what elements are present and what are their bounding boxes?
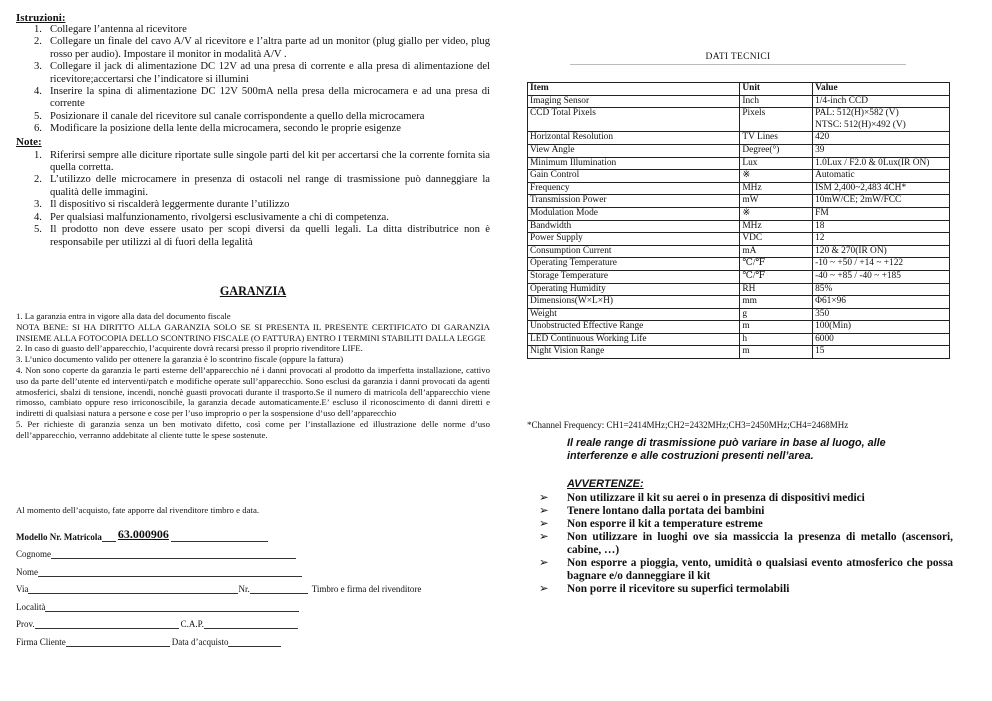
- garanzia-body: [16, 311, 490, 441]
- spec-item: Operating Humidity: [528, 283, 740, 296]
- item-text: Collegare un finale del cavo A/V al ricevitore e l’altra parte ad un monitor (plug giallo per video, plug rosso per audio). Impostare il monitor in modalità A/V .: [50, 36, 490, 60]
- istruzioni-list: [16, 24, 490, 136]
- garanzia-paragraph: 3. L’unico documento valido per ottenere la garanzia è lo scontrino fiscale (oppure la fattura): [16, 354, 344, 365]
- avvertenza-item: [537, 557, 953, 583]
- spec-row: [528, 233, 950, 246]
- spec-row: [528, 333, 950, 346]
- item-text: Riferirsi sempre alle diciture riportate sulle singole parti del kit per accertarsi che la corrente fornita sia quella corretta.: [50, 149, 490, 174]
- spec-unit: ℃/℉: [740, 270, 813, 283]
- cognome-label: Cognome: [16, 549, 51, 559]
- spec-unit: Inch: [740, 95, 813, 108]
- spec-value: 6000: [813, 333, 950, 346]
- prov-field[interactable]: [35, 618, 179, 629]
- spec-value: -10 ~ +50 / +14 ~ +122: [813, 258, 950, 271]
- istruzioni-section: [16, 12, 490, 249]
- item-number: 1.: [34, 24, 42, 35]
- spec-value: 18: [813, 220, 950, 233]
- spec-item: CCD Total Pixels: [528, 108, 740, 132]
- nome-field[interactable]: [38, 566, 302, 577]
- note-item: [16, 212, 490, 224]
- item-number: 5.: [34, 110, 42, 122]
- item-number: 3.: [34, 199, 42, 211]
- spec-unit: mm: [740, 296, 813, 309]
- spec-unit: ℃/℉: [740, 258, 813, 271]
- spec-item: Night Vision Range: [528, 346, 740, 359]
- avvertenza-item: [537, 531, 953, 557]
- data-acquisto-label: Data d’acquisto: [171, 636, 229, 647]
- spec-item: Item: [528, 83, 740, 96]
- arrow-bullet-icon: ➢: [539, 492, 549, 504]
- spec-row: [528, 308, 950, 321]
- spec-row: [528, 144, 950, 157]
- avvertenza-text: Tenere lontano dalla portata dei bambini: [567, 505, 765, 517]
- spec-header-row: [528, 83, 950, 96]
- spec-item: Bandwidth: [528, 220, 740, 233]
- note-list: [16, 150, 490, 249]
- item-text: L’utilizzo delle microcamere in presenza di ostacoli nel range di trasmissione può danneggiare la qualità delle immagini.: [50, 174, 490, 198]
- item-number: 1.: [34, 149, 42, 161]
- note-item: [16, 224, 490, 249]
- modello-label: Modello Nr. Matricola: [16, 531, 102, 542]
- avvertenza-text: Non esporre a pioggia, vento, umidità o qualsiasi evento atmosferico che possa bagnare e/o danneggiare il kit: [567, 557, 953, 582]
- spec-unit: Unit: [740, 83, 813, 96]
- spec-row: [528, 195, 950, 208]
- spec-value: 1.0Lux / F2.0 & 0Lux(IR ON): [813, 157, 950, 170]
- spec-unit: ※: [740, 207, 813, 220]
- spec-value: Automatic: [813, 170, 950, 183]
- item-text: Il prodotto non deve essere usato per scopi diversi da quelli legali. La ditta distributrice non è responsabile per utilizzi al di fuori della legalità: [50, 224, 490, 248]
- item-number: 6.: [34, 123, 42, 135]
- spec-value: Value: [813, 83, 950, 96]
- note-item: [16, 174, 490, 199]
- spec-row: [528, 157, 950, 170]
- avvertenza-item: [537, 492, 953, 505]
- spec-table: [527, 82, 950, 359]
- spec-value: Φ61×96: [813, 296, 950, 309]
- spec-unit: Pixels: [740, 108, 813, 132]
- avvertenze-list: [537, 492, 953, 596]
- istruzioni-item: [16, 111, 490, 123]
- spec-row: [528, 95, 950, 108]
- spec-value: 350: [813, 308, 950, 321]
- spec-item: Horizontal Resolution: [528, 132, 740, 145]
- timbro-label: Timbro e firma del rivenditore: [311, 584, 422, 594]
- garanzia-paragraph: 2. In caso di guasto dell’apparecchio, l’acquirente dovrà recarsi presso il proprio rivenditore LIFE.: [16, 343, 363, 354]
- arrow-bullet-icon: ➢: [539, 583, 549, 595]
- spec-unit: ※: [740, 170, 813, 183]
- spec-item: Gain Control: [528, 170, 740, 183]
- istruzioni-item: [16, 123, 490, 135]
- warranty-form: [16, 524, 490, 647]
- cap-field[interactable]: [204, 618, 298, 629]
- spec-item: Dimensions(W×L×H): [528, 296, 740, 309]
- spec-item: LED Continuous Working Life: [528, 333, 740, 346]
- spec-row: [528, 207, 950, 220]
- spec-unit: mA: [740, 245, 813, 258]
- item-number: 2.: [34, 174, 42, 186]
- spec-value: 120 & 270(IR ON): [813, 245, 950, 258]
- spec-footnote: *Channel Frequency: CH1=2414MHz;CH2=2432MHz;CH3=2450MHz;CH4=2468MHz: [527, 420, 849, 430]
- spec-unit: mW: [740, 195, 813, 208]
- spec-row: [528, 108, 950, 132]
- item-text: Modificare la posizione della lente della microcamera, secondo le proprie esigenze: [50, 123, 401, 135]
- item-number: 4.: [34, 86, 42, 98]
- spec-unit: h: [740, 333, 813, 346]
- spec-value: PAL: 512(H)×582 (V) NTSC: 512(H)×492 (V): [813, 108, 950, 132]
- spec-item: Weight: [528, 308, 740, 321]
- spec-unit: m: [740, 346, 813, 359]
- spec-unit: TV Lines: [740, 132, 813, 145]
- arrow-bullet-icon: ➢: [539, 518, 549, 530]
- title-rule: [570, 64, 906, 65]
- spec-value: 10mW/CE; 2mW/FCC: [813, 195, 950, 208]
- spec-item: Power Supply: [528, 233, 740, 246]
- item-text: Per qualsiasi malfunzionamento, rivolgersi esclusivamente a chi di competenza.: [50, 211, 389, 223]
- avvertenza-item: [537, 583, 953, 596]
- spec-row: [528, 220, 950, 233]
- item-number: 3.: [34, 61, 42, 73]
- localita-field[interactable]: [45, 601, 299, 612]
- istruzioni-item: [16, 86, 490, 111]
- spec-unit: VDC: [740, 233, 813, 246]
- avvertenza-text: Non utilizzare il kit su aerei o in presenza di dispositivi medici: [567, 492, 865, 504]
- spec-value: ISM 2,400~2,483 4CH*: [813, 182, 950, 195]
- nr-field[interactable]: [250, 583, 308, 594]
- item-number: 4.: [34, 211, 42, 223]
- spec-value: 15: [813, 346, 950, 359]
- spec-row: [528, 132, 950, 145]
- avvertenza-text: Non porre il ricevitore su superfici termolabili: [567, 583, 790, 595]
- nome-label: Nome: [16, 566, 38, 577]
- item-number: 2.: [34, 36, 42, 48]
- cognome-field[interactable]: [51, 548, 296, 559]
- garanzia-paragraph: 5. Per richieste di garanzia senza un ben motivato difetto, così come per l’installazione ed illustrazione delle norme d’uso dell’apparecchio, verranno addebitate al cliente tutte le spese sostenute.: [16, 418, 490, 440]
- garanzia-acquisto: Al momento dell’acquisto, fate apporre dal rivenditore timbro e data.: [16, 505, 260, 515]
- spec-unit: Degree(°): [740, 144, 813, 157]
- spec-item: Modulation Mode: [528, 207, 740, 220]
- note-item: [16, 150, 490, 175]
- spec-item: Storage Temperature: [528, 270, 740, 283]
- avvertenza-item: [537, 518, 953, 531]
- data-acquisto-field[interactable]: [228, 636, 281, 647]
- arrow-bullet-icon: ➢: [539, 531, 549, 543]
- avvertenza-text: Non utilizzare in luoghi ove sia massiccia la presenza di metallo (ascensori, cabine, …): [567, 531, 953, 556]
- avvertenza-text: Non esporre il kit a temperature estreme: [567, 518, 763, 530]
- spec-item: Consumption Current: [528, 245, 740, 258]
- item-text: Collegare il jack di alimentazione DC 12V ad una presa di corrente e alla presa di alimentazione del ricevitore;accertarsi che l’indicatore si illumini: [50, 61, 490, 85]
- spec-row: [528, 321, 950, 334]
- spec-item: Unobstructed Effective Range: [528, 321, 740, 334]
- cap-label: C.A.P.: [180, 619, 204, 629]
- garanzia-paragraph: 4. Non sono coperte da garanzia le parti esterne dell’apparecchio né i danni provocati al prodotto da imperfetta installazione, cattivo uso da parte dell’utente ed interventi/patch e modifiche operate sull’apparecchio. Sono esclusi da garanzia i danni provocati da agenti atmosferici, sbalzi di tensione, incendi, nonchè guasti provocati durante il trasporto.Se il numero di matricola dell’apparecchio viene rimosso, cambiato oppure reso irriconoscibile, la garanzia decade automaticamente.E’ escluso il riconoscimento di danni diretti e indiretti di qualsiasi natura a persone e cose per l’uso improprio o per la sospensione d’uso dell’apparecchio: [16, 364, 490, 419]
- range-note: Il reale range di trasmissione può variare in base al luogo, alle interferenze e alle costruzioni presenti nell’area.: [567, 437, 886, 462]
- modello-value: 63.000906: [117, 526, 169, 541]
- item-number: 5.: [34, 224, 42, 236]
- istruzioni-heading: Istruzioni:: [16, 12, 66, 24]
- spec-value: 85%: [813, 283, 950, 296]
- spec-row: [528, 170, 950, 183]
- spec-value: 100(Min): [813, 321, 950, 334]
- istruzioni-item: [16, 61, 490, 86]
- spec-value: 12: [813, 233, 950, 246]
- garanzia-paragraph: 1. La garanzia entra in vigore alla data del documento fiscale: [16, 311, 231, 321]
- item-text: Il dispositivo si riscalderà leggermente durante l’utilizzo: [50, 199, 290, 211]
- spec-row: [528, 258, 950, 271]
- istruzioni-item: [16, 24, 490, 36]
- prov-label: Prov.: [16, 619, 35, 629]
- dati-tecnici-title: DATI TECNICI: [705, 52, 771, 62]
- spec-value: 39: [813, 144, 950, 157]
- via-field[interactable]: [28, 583, 238, 594]
- spec-unit: MHz: [740, 220, 813, 233]
- via-label: Via: [16, 584, 29, 594]
- spec-row: [528, 245, 950, 258]
- item-text: Posizionare il canale del ricevitore sul canale corrispondente a quello della microcamera: [50, 110, 425, 122]
- spec-value: -40 ~ +85 / -40 ~ +185: [813, 270, 950, 283]
- note-heading: Note:: [16, 135, 42, 148]
- spec-unit: g: [740, 308, 813, 321]
- spec-unit: MHz: [740, 182, 813, 195]
- spec-unit: RH: [740, 283, 813, 296]
- spec-unit: m: [740, 321, 813, 334]
- spec-value: 420: [813, 132, 950, 145]
- spec-item: Minimum Illumination: [528, 157, 740, 170]
- spec-row: [528, 283, 950, 296]
- garanzia-title: GARANZIA: [219, 284, 287, 298]
- avvertenze-heading: AVVERTENZE:: [567, 478, 644, 490]
- firma-field[interactable]: [66, 636, 170, 647]
- item-text: Inserire la spina di alimentazione DC 12V 500mA nella presa della microcamera e ad una presa di corrente: [50, 86, 490, 110]
- spec-item: Imaging Sensor: [528, 95, 740, 108]
- arrow-bullet-icon: ➢: [539, 505, 549, 517]
- spec-row: [528, 270, 950, 283]
- item-text: Collegare l’antenna al ricevitore: [50, 24, 187, 35]
- spec-item: Transmission Power: [528, 195, 740, 208]
- avvertenza-item: [537, 505, 953, 518]
- localita-label: Località: [16, 601, 46, 612]
- spec-row: [528, 182, 950, 195]
- spec-row: [528, 346, 950, 359]
- spec-value: 1/4-inch CCD: [813, 95, 950, 108]
- spec-item: Frequency: [528, 182, 740, 195]
- spec-item: View Angle: [528, 144, 740, 157]
- spec-item: Operating Temperature: [528, 258, 740, 271]
- nr-label: Nr.: [238, 584, 250, 594]
- note-item: [16, 199, 490, 211]
- garanzia-paragraph: NOTA BENE: SI HA DIRITTO ALLA GARANZIA SOLO SE SI PRESENTA IL PRESENTE CERTIFICATO DI GARANZIA INSIEME ALLA FOTOCOPIA DELLO SCONTRINO FISCALE (O FATTURA) ENTRO I TERMINI STABILITI DALLA LEGGE: [16, 321, 490, 343]
- istruzioni-item: [16, 36, 490, 61]
- spec-value: FM: [813, 207, 950, 220]
- spec-unit: Lux: [740, 157, 813, 170]
- firma-label: Firma Cliente: [16, 636, 66, 647]
- spec-row: [528, 296, 950, 309]
- arrow-bullet-icon: ➢: [539, 557, 549, 569]
